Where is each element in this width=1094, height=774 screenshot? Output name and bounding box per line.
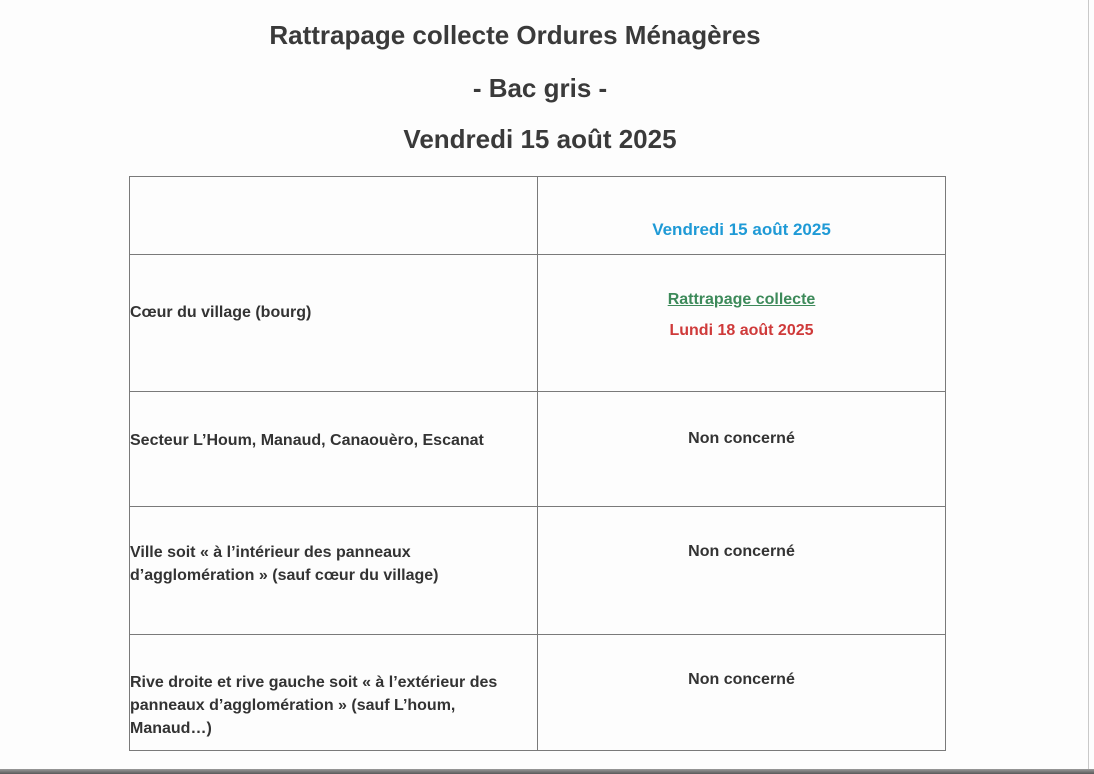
document-date: Vendredi 15 août 2025	[403, 124, 677, 154]
table-row	[130, 507, 946, 635]
sector-cell: Cœur du village (bourg)	[130, 255, 538, 392]
collection-schedule-table	[129, 176, 946, 751]
table-row	[130, 635, 946, 751]
catchup-date: Lundi 18 août 2025	[669, 322, 814, 339]
table-header-row	[130, 177, 946, 255]
sector-cell: Secteur L’Houm, Manaud, Canaouèro, Escanat	[130, 392, 538, 507]
status-cell	[538, 255, 946, 392]
sector-cell: Rive droite et rive gauche soit « à l’extérieur des panneaux d’agglomération » (sauf L’houm, Manaud…)	[130, 635, 538, 751]
header-date-cell	[538, 177, 946, 255]
page-edge-bottom	[0, 769, 1094, 774]
header-date: Vendredi 15 août 2025	[652, 220, 831, 239]
status-cell: Non concerné	[538, 507, 946, 635]
table-row	[130, 255, 946, 392]
status-cell: Non concerné	[538, 392, 946, 507]
sector-cell: Ville soit « à l’intérieur des panneaux d’agglomération » (sauf cœur du village)	[130, 507, 538, 635]
document-subtitle: - Bac gris -	[472, 73, 608, 103]
status-cell: Non concerné	[538, 635, 946, 751]
header-empty-cell	[130, 177, 538, 255]
catchup-label: Rattrapage collecte	[667, 291, 816, 308]
document-title: Rattrapage collecte Ordures Ménagères	[269, 20, 761, 50]
page-edge-right	[1088, 0, 1089, 774]
table-row	[130, 392, 946, 507]
